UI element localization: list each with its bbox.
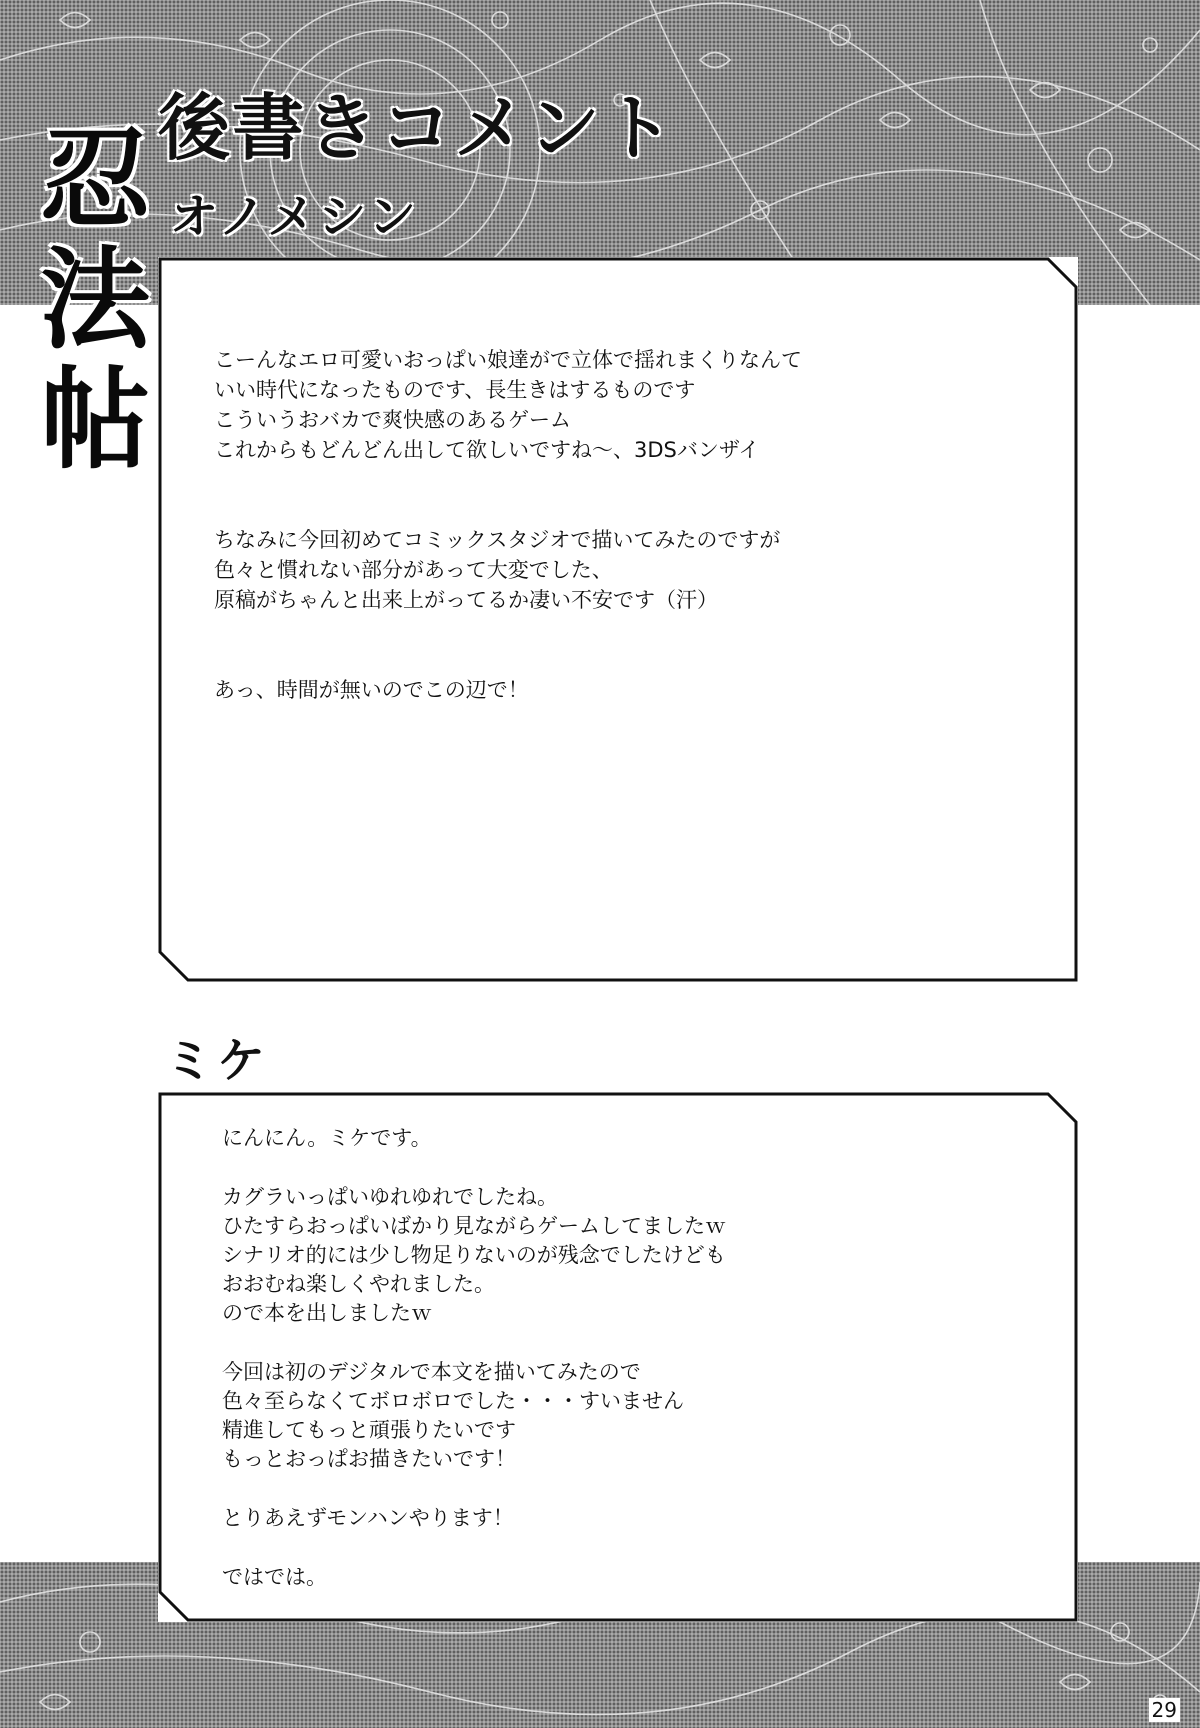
comment-panel-1 <box>158 257 1078 982</box>
text-line: にんにん。ミケです。 <box>222 1126 432 1150</box>
text-line: あっ、時間が無いのでこの辺で！ <box>214 678 529 702</box>
text-line: 色々と慣れない部分があって大変でした、 <box>214 558 613 582</box>
text-line: おおむね楽しくやれました。 <box>222 1272 495 1296</box>
text-line: いい時代になったものです、長生きはするものです <box>214 378 696 402</box>
text-line: ひたすらおっぱいばかり見ながらゲームしてましたｗ <box>222 1214 726 1238</box>
text-line: もっとおっぱお描きたいです！ <box>222 1447 516 1471</box>
text-line: ので本を出しましたｗ <box>222 1301 432 1325</box>
page-number: 29 <box>1149 1698 1180 1722</box>
brush-logo <box>20 115 170 570</box>
text-line: とりあえずモンハンやります！ <box>222 1506 514 1530</box>
text-line: ではでは。 <box>222 1565 327 1589</box>
text-line: シナリオ的には少し物足りないのが残念でしたけども <box>222 1243 726 1267</box>
text-line: こういうおバカで爽快感のあるゲーム <box>214 408 571 432</box>
author-name-1: オノメシン <box>170 189 420 245</box>
logo-char: 法 <box>40 235 150 364</box>
comment-text-2 <box>222 1124 726 1592</box>
author-name-2: ミケ <box>165 1033 270 1089</box>
text-line: これからもどんどん出して欲しいですね～、3DSバンザイ <box>214 438 760 462</box>
text-line: 精進してもっと頑張りたいです <box>222 1418 516 1442</box>
page-heading: 後書きコメント <box>158 86 677 170</box>
text-line: カグラいっぱいゆれゆれでしたね。 <box>222 1185 558 1209</box>
comment-panel-2 <box>158 1092 1078 1622</box>
text-line: 今回は初のデジタルで本文を描いてみたので <box>222 1360 641 1384</box>
comment-text-1 <box>214 345 802 705</box>
text-line: 原稿がちゃんと出来上がってるか凄い不安です（汗） <box>214 588 718 612</box>
text-line: 色々至らなくてボロボロでした・・・すいません <box>222 1389 684 1413</box>
logo-char: 忍 <box>40 115 150 244</box>
text-line: こーんなエロ可愛いおっぱい娘達がで立体で揺れまくりなんて <box>214 348 802 372</box>
logo-char: 帖 <box>40 355 150 484</box>
text-line: ちなみに今回初めてコミックスタジオで描いてみたのですが <box>214 528 781 552</box>
